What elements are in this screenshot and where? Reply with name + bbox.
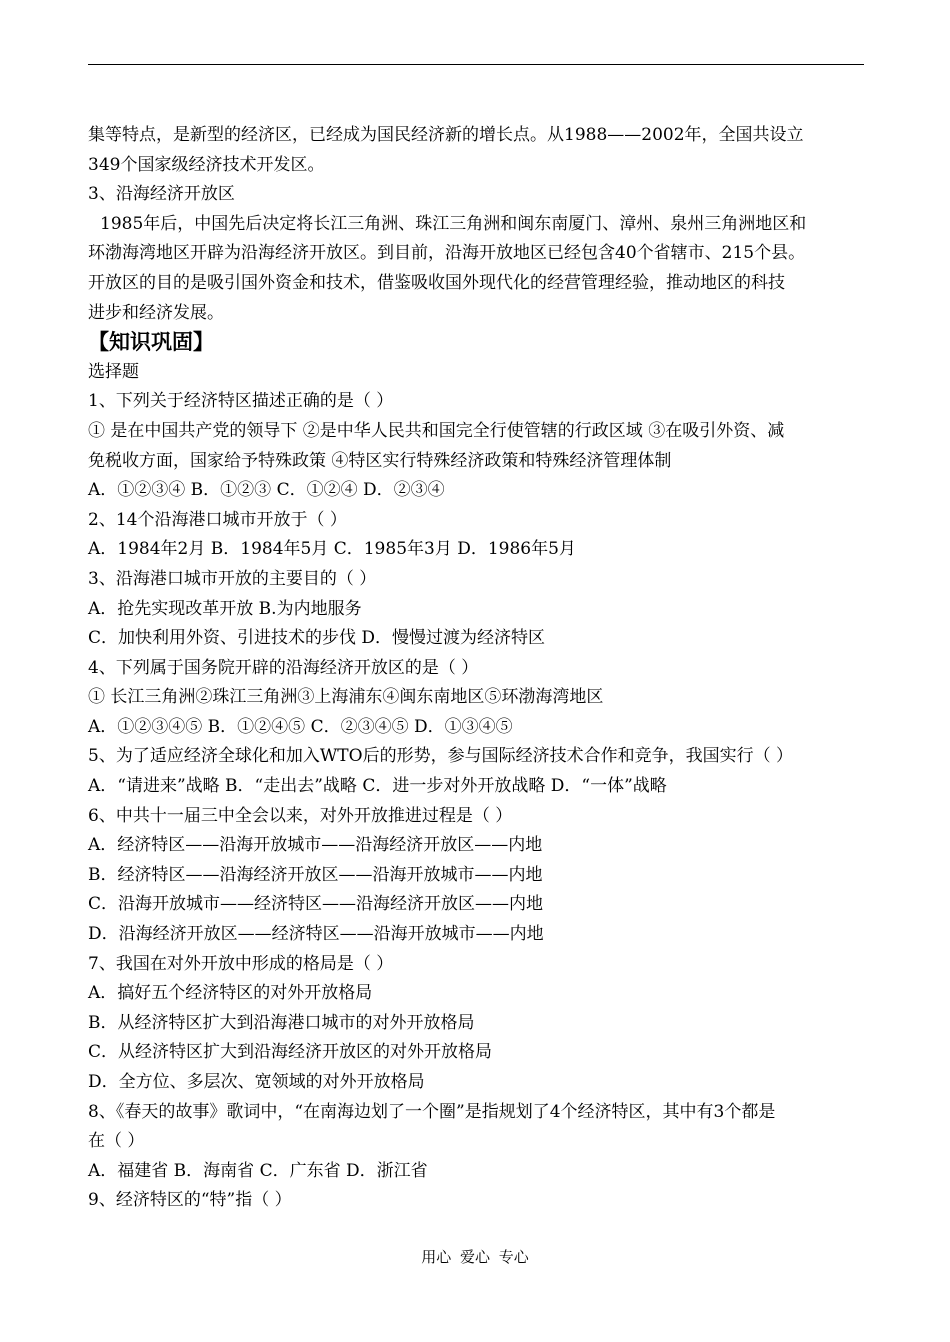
text-line: 5、为了适应经济全球化和加入WTO后的形势，参与国际经济技术合作和竞争，我国实行（ ） [88,746,793,767]
text-line: D．全方位、多层次、宽领域的对外开放格局 [88,1072,425,1092]
text-line: A．搞好五个经济特区的对外开放格局 [88,983,373,1004]
text-line: A．①②③④⑤ B．①②④⑤ C．②③④⑤ D．①③④⑤ [88,716,513,737]
text-line: 开放区的目的是吸引国外资金和技术，借鉴吸收国外现代化的经营管理经验，推动地区的科技 [88,272,785,293]
text-line: 进步和经济发展。 [88,302,224,323]
text-line: C．沿海开放城市——经济特区——沿海经济开放区——内地 [88,894,544,915]
text-line: 免税收方面，国家给予特殊政策 ④特区实行特殊经济政策和特殊经济管理体制 [88,450,672,471]
text-line: 4、下列属于国务院开辟的沿海经济开放区的是（ ） [88,657,479,678]
text-line: C．加快利用外资、引进技术的步伐 D．慢慢过渡为经济特区 [88,628,546,649]
text-line: 在（ ） [88,1131,145,1152]
text-line: A．1984年2月 B．1984年5月 C．1985年3月 D．1986年5月 [88,539,576,560]
text-line: 1985年后，中国先后决定将长江三角洲、珠江三角洲和闽东南厦门、漳州、泉州三角洲地区和 [100,213,807,234]
text-line: D．沿海经济开放区——经济特区——沿海开放城市——内地 [88,924,544,945]
header-rule [88,64,864,65]
text-line: 3、沿海经济开放区 [88,184,235,205]
text-line: 集等特点，是新型的经济区，已经成为国民经济新的增长点。从1988——2002年，全国共设立 [88,125,804,145]
text-line: A．①②③④ B．①②③ C．①②④ D．②③④ [88,480,445,501]
text-line: 6、中共十一届三中全会以来，对外开放推进过程是（ ） [88,805,513,826]
text-line: ① 是在中国共产党的领导下 ②是中华人民共和国完全行使管辖的行政区域 ③在吸引外资、减 [88,420,785,441]
text-line: ① 长江三角洲②珠江三角洲③上海浦东④闽东南地区⑤环渤海湾地区 [88,687,604,708]
text-line: 环渤海湾地区开辟为沿海经济开放区。到目前，沿海开放地区已经包含40个省辖市、215个县。 [88,243,806,264]
text-line: 选择题 [88,361,139,382]
section-heading: 【知识巩固】 [88,329,214,355]
text-line: 8、《春天的故事》歌词中，“在南海边划了一个圈”是指规划了4个经济特区，其中有3个都是 [88,1101,776,1122]
text-line: A．经济特区——沿海开放城市——沿海经济开放区——内地 [88,835,543,856]
text-line: A．“请进来”战略 B．“走出去”战略 C．进一步对外开放战略 D．“一体”战略 [88,776,667,797]
document-body [88,121,864,1216]
text-line: C．从经济特区扩大到沿海经济开放区的对外开放格局 [88,1042,493,1063]
text-line: 349个国家级经济技术开发区。 [88,154,325,175]
text-line: B．经济特区——沿海经济开放区——沿海开放城市——内地 [88,864,543,885]
text-line: 7、我国在对外开放中形成的格局是（ ） [88,953,394,974]
text-line: 9、经济特区的“特”指（ ） [88,1190,292,1211]
text-line: A．福建省 B．海南省 C．广东省 D．浙江省 [88,1160,428,1181]
page-footer: 用心 爱心 专心 [421,1248,529,1266]
text-line: 2、14个沿海港口城市开放于（ ） [88,509,347,530]
text-line: 1、下列关于经济特区描述正确的是（ ） [88,391,394,412]
text-line: B．从经济特区扩大到沿海港口城市的对外开放格局 [88,1012,475,1033]
text-line: 3、沿海港口城市开放的主要目的（ ） [88,568,377,589]
text-line: A．抢先实现改革开放 B.为内地服务 [88,598,362,619]
